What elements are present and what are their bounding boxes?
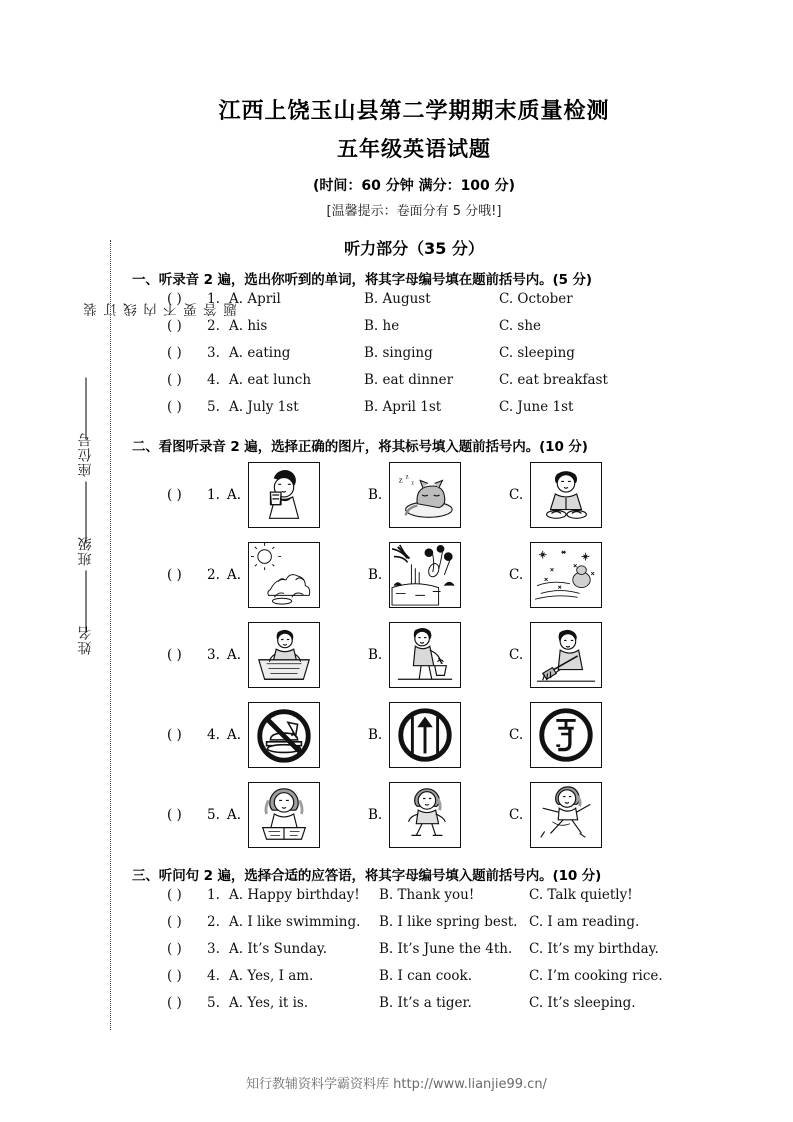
section-2-heading: 二、看图听录音 2 遍，选择正确的图片，将其标号填入题前括号内。(10 分) [132, 438, 588, 455]
option-letter-a: A. [227, 486, 242, 503]
exam-title-main: 江西上饶玉山县第二学期期末质量检测 [218, 99, 610, 124]
picture-option-a[interactable] [227, 782, 320, 848]
question-number: 3. [207, 344, 220, 361]
option-c[interactable]: C. she [499, 317, 542, 334]
option-c[interactable]: C. It’s my birthday. [529, 940, 659, 957]
question-row[interactable] [140, 345, 688, 372]
question-number: 2. [207, 317, 220, 334]
picture-question-row[interactable] [140, 615, 688, 695]
girl-dancing-icon[interactable] [530, 782, 602, 848]
answer-bracket[interactable]: ( ) [167, 994, 182, 1011]
picture-option-b[interactable] [368, 462, 461, 528]
question-row[interactable] [140, 372, 688, 399]
answer-bracket[interactable]: ( ) [167, 940, 182, 957]
option-c[interactable]: C. I’m cooking rice. [529, 967, 663, 984]
picture-option-b[interactable] [368, 542, 461, 608]
seal-char-2: 线 [124, 303, 140, 317]
option-letter-c: C. [509, 726, 524, 743]
section-1-questions [140, 291, 688, 426]
sweeping-floor-icon[interactable] [530, 622, 602, 688]
picture-option-a[interactable] [227, 462, 320, 528]
picture-option-c[interactable] [509, 542, 602, 608]
option-letter-a: A. [227, 646, 242, 663]
option-a[interactable]: A. eating [229, 344, 291, 361]
picture-option-c[interactable] [509, 462, 602, 528]
question-number: 1. [207, 886, 220, 903]
field-name-rule [86, 571, 87, 633]
binding-margin [0, 0, 240, 1122]
option-a[interactable]: A. Yes, it is. [229, 994, 309, 1011]
option-c[interactable]: C. October [499, 290, 573, 307]
question-row[interactable] [140, 318, 688, 345]
option-c[interactable]: C. sleeping [499, 344, 575, 361]
answer-bracket[interactable]: ( ) [167, 886, 182, 903]
question-number: 4. [207, 371, 220, 388]
question-row[interactable] [140, 291, 688, 318]
option-letter-b: B. [368, 646, 383, 663]
picture-question-row[interactable] [140, 775, 688, 855]
option-b[interactable]: B. April 1st [364, 398, 442, 415]
washing-clothes-icon[interactable] [248, 622, 320, 688]
field-class-label: 班级 [77, 536, 94, 566]
question-number: 1. [207, 290, 220, 307]
option-c[interactable]: C. I am reading. [529, 913, 640, 930]
seal-char-6: 答 [204, 303, 220, 317]
question-row[interactable] [140, 968, 688, 995]
answer-bracket[interactable]: ( ) [167, 726, 182, 743]
option-c[interactable]: C. eat breakfast [499, 371, 608, 388]
picture-option-a[interactable] [227, 622, 320, 688]
picture-option-a[interactable] [227, 702, 320, 768]
section-3-heading: 三、听问句 2 遍，选择合适的应答语，将其字母编号填入题前括号内。(10 分) [132, 867, 602, 884]
option-b[interactable]: B. August [364, 290, 431, 307]
option-b[interactable]: B. he [364, 317, 400, 334]
question-number: 4. [207, 967, 220, 984]
winter-snow-icon[interactable] [530, 542, 602, 608]
option-letter-c: C. [509, 646, 524, 663]
option-letter-b: B. [368, 486, 383, 503]
section-3-questions [140, 887, 688, 1022]
answer-bracket[interactable]: ( ) [167, 398, 182, 415]
exam-tip: [温馨提示：卷面分有 5 分哦!] [326, 203, 502, 219]
picture-option-b[interactable] [368, 622, 461, 688]
page-footer: 知行教辅资料学霸资料库 http://www.lianjie99.cn/ [246, 1077, 547, 1092]
question-number: 5. [207, 806, 220, 823]
boy-eating-dinner-icon[interactable] [530, 462, 602, 528]
option-b[interactable]: B. singing [364, 344, 433, 361]
option-b[interactable]: B. eat dinner [364, 371, 454, 388]
field-class-rule [86, 482, 87, 544]
option-b[interactable]: B. It’s June the 4th. [379, 940, 513, 957]
option-b[interactable]: B. I can cook. [379, 967, 473, 984]
option-letter-b: B. [368, 806, 383, 823]
question-row[interactable] [140, 914, 688, 941]
answer-bracket[interactable]: ( ) [167, 344, 182, 361]
option-letter-a: A. [227, 726, 242, 743]
option-a[interactable]: A. eat lunch [229, 371, 312, 388]
seal-char-0: 装 [84, 303, 100, 317]
seal-char-1: 订 [104, 303, 120, 317]
exam-sheet [132, 0, 688, 1022]
answer-bracket[interactable]: ( ) [167, 371, 182, 388]
question-row[interactable] [140, 399, 688, 426]
up-arrow-sign-icon[interactable] [389, 702, 461, 768]
seal-char-7: 题 [224, 303, 240, 317]
picture-option-b[interactable] [368, 782, 461, 848]
option-letter-b: B. [368, 726, 383, 743]
no-eating-sign-icon[interactable] [248, 702, 320, 768]
option-a[interactable]: A. April [229, 290, 281, 307]
option-a[interactable]: A. Happy birthday! [229, 886, 360, 903]
option-b[interactable]: B. Thank you! [379, 886, 475, 903]
girl-walking-icon[interactable] [389, 782, 461, 848]
picture-question-row[interactable] [140, 455, 688, 535]
question-number: 3. [207, 940, 220, 957]
option-letter-a: A. [227, 566, 242, 583]
picture-option-a[interactable] [227, 542, 320, 608]
svg-text:z: z [411, 480, 415, 487]
autumn-leaves-icon[interactable] [389, 542, 461, 608]
sleeping-cat-icon[interactable] [389, 462, 461, 528]
picture-option-c[interactable] [509, 702, 602, 768]
option-letter-b: B. [368, 566, 383, 583]
question-number: 2. [207, 913, 220, 930]
option-a[interactable]: A. July 1st [229, 398, 299, 415]
svg-text:z: z [405, 473, 409, 481]
answer-bracket[interactable]: ( ) [167, 566, 182, 583]
option-b[interactable]: B. I like spring best. [379, 913, 518, 930]
question-number: 3. [207, 646, 220, 663]
field-seat-label: 座位号 [77, 432, 94, 477]
svg-text:z: z [398, 474, 403, 485]
question-row[interactable] [140, 941, 688, 968]
answer-bracket[interactable]: ( ) [167, 317, 182, 334]
field-name-label: 姓名 [77, 625, 94, 655]
student-id-column [55, 390, 116, 655]
keep-quiet-sign-icon[interactable] [530, 702, 602, 768]
option-a[interactable]: A. Yes, I am. [229, 967, 314, 984]
question-number: 5. [207, 994, 220, 1011]
option-c[interactable]: C. Talk quietly! [529, 886, 633, 903]
boy-drinking-icon[interactable] [248, 462, 320, 528]
picture-option-c[interactable] [509, 622, 602, 688]
question-number: 4. [207, 726, 220, 743]
answer-bracket[interactable]: ( ) [167, 806, 182, 823]
watering-flowers-icon[interactable] [389, 622, 461, 688]
question-number: 5. [207, 398, 220, 415]
question-number: 1. [207, 486, 220, 503]
option-c[interactable]: C. It’s sleeping. [529, 994, 636, 1011]
section-2-questions [140, 455, 688, 855]
part-title-listening: 听力部分（35 分） [344, 238, 484, 258]
section-1-heading: 一、听录音 2 遍，选出你听到的单词，将其字母编号填在题前括号内。(5 分) [132, 271, 592, 288]
answer-bracket[interactable]: ( ) [167, 646, 182, 663]
picture-question-row[interactable] [140, 695, 688, 775]
summer-flowers-sun-icon[interactable] [248, 542, 320, 608]
field-seat-rule [86, 378, 87, 440]
answer-bracket[interactable]: ( ) [167, 967, 182, 984]
picture-option-c[interactable] [509, 782, 602, 848]
question-row[interactable] [140, 887, 688, 914]
answer-bracket[interactable]: ( ) [167, 486, 182, 503]
option-a[interactable]: A. his [229, 317, 268, 334]
seal-char-5: 要 [184, 303, 200, 317]
option-b[interactable]: B. It’s a tiger. [379, 994, 472, 1011]
option-letter-c: C. [509, 806, 524, 823]
seal-char-3: 内 [144, 303, 160, 317]
girl-reading-icon[interactable] [248, 782, 320, 848]
exam-title-sub: 五年级英语试题 [337, 136, 491, 161]
answer-bracket[interactable]: ( ) [167, 290, 182, 307]
question-row[interactable] [140, 995, 688, 1022]
picture-option-b[interactable] [368, 702, 461, 768]
option-letter-c: C. [509, 486, 524, 503]
answer-bracket[interactable]: ( ) [167, 913, 182, 930]
picture-question-row[interactable] [140, 535, 688, 615]
option-a[interactable]: A. It’s Sunday. [229, 940, 328, 957]
option-a[interactable]: A. I like swimming. [229, 913, 361, 930]
exam-meta: (时间：60 分钟 满分：100 分) [312, 177, 516, 194]
seal-char-4: 不 [164, 303, 180, 317]
option-c[interactable]: C. June 1st [499, 398, 574, 415]
option-letter-a: A. [227, 806, 242, 823]
option-letter-c: C. [509, 566, 524, 583]
question-number: 2. [207, 566, 220, 583]
